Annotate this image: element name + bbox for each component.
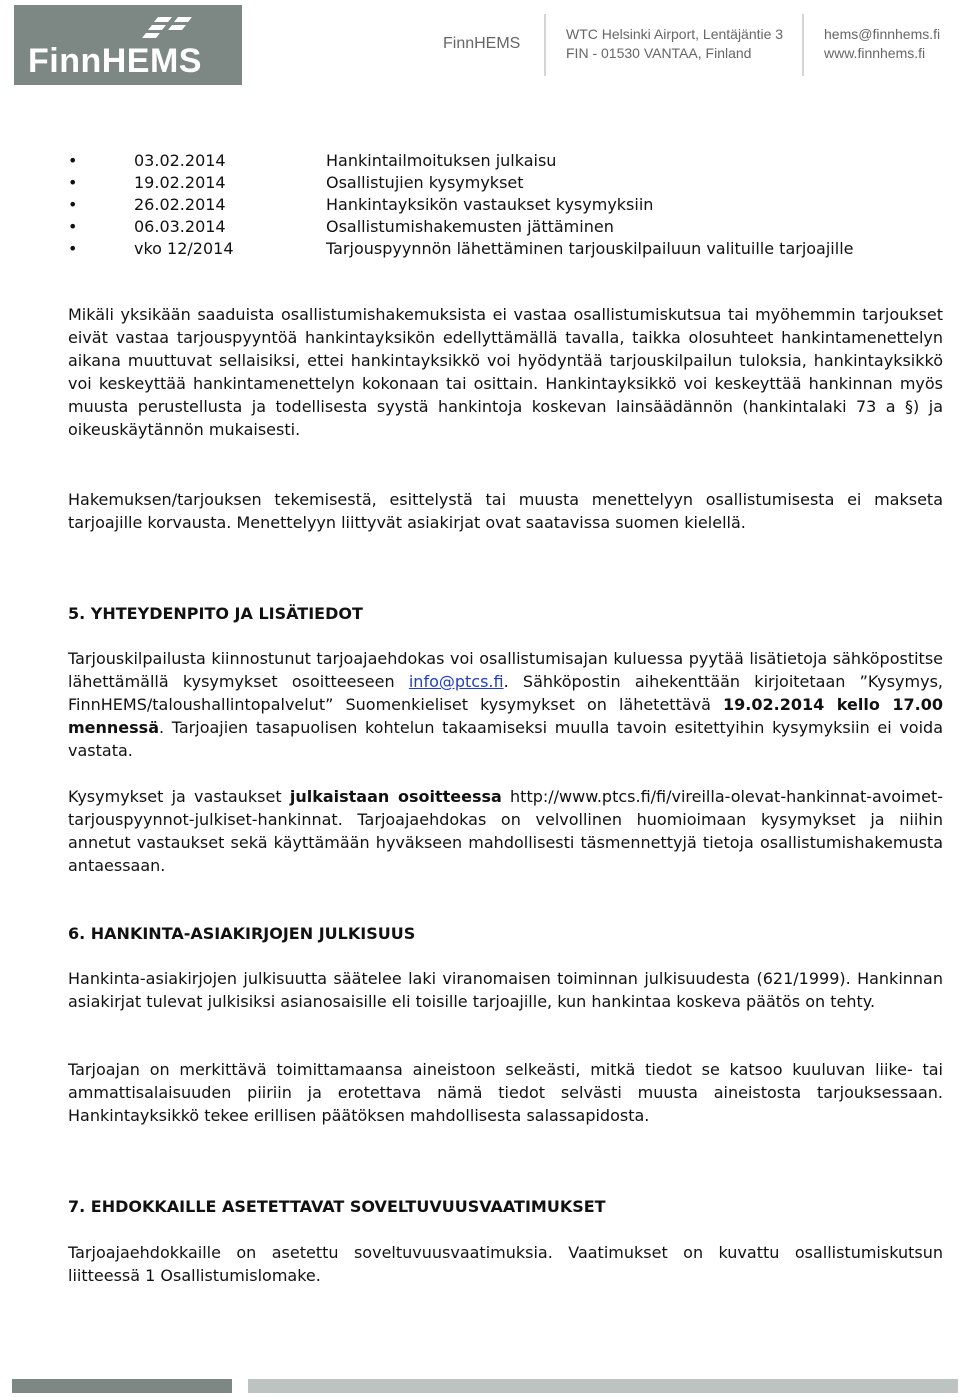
schedule-date: 19.02.2014 xyxy=(134,173,226,192)
schedule-task: Tarjouspyynnön lähettäminen tarjouskilpailuun valituille tarjoajille xyxy=(326,239,854,258)
footer-bar-light xyxy=(248,1379,958,1393)
text-run: Kysymykset ja vastaukset xyxy=(68,787,290,806)
text-run: . Sähköpostin aihekenttään kirjoitetaan ”Kysymys, FinnHEMS/taloushallintopalvelut” Suomenkieliset kysymykset on lähetettävä xyxy=(68,672,943,714)
finnhems-logo xyxy=(14,5,242,85)
list-item xyxy=(68,216,948,238)
header-divider xyxy=(544,14,546,76)
bullet-icon: • xyxy=(68,151,78,170)
header-address xyxy=(566,25,783,63)
requirements-paragraph: Tarjoajaehdokkaille on asetettu soveltuvuusvaatimuksia. Vaatimukset on kuvattu osallistumiskutsun liitteessä 1 Osallistumislomake. xyxy=(68,1243,943,1285)
footer-bar-dark xyxy=(12,1379,232,1393)
list-item xyxy=(68,238,948,260)
list-item xyxy=(68,172,948,194)
section-6 xyxy=(68,922,943,945)
section-heading: 6. HANKINTA-ASIAKIRJOJEN JULKISUUS xyxy=(68,924,416,943)
bullet-icon: • xyxy=(68,173,78,192)
bullet-icon: • xyxy=(68,217,78,236)
deadline-text: 19.02.2014 kello 17.00 mennessä xyxy=(68,695,943,737)
bullet-icon: • xyxy=(68,239,78,258)
address-line-2: FIN - 01530 VANTAA, Finland xyxy=(566,45,752,61)
text-run: http://www.ptcs.fi/fi/vireilla-olevat-hankinnat-avoimet-tarjouspyynnot-julkiset-hankinnat. Tarjoajaehdokas on velvollinen huomioimaan kysymykset ja niihin annetut vastaukset sekä käyttämään hyväkseen mahdollisesti täsmennettyjä tietoja osallistumishakemusta antaessaan. xyxy=(68,787,944,875)
schedule-task: Hankintayksikön vastaukset kysymyksiin xyxy=(326,195,654,214)
section-7 xyxy=(68,1195,943,1218)
helipad-mark-icon xyxy=(138,15,202,39)
schedule-task: Osallistumishakemusten jättäminen xyxy=(326,217,614,236)
publication-paragraph xyxy=(68,785,943,877)
section-6-confidential xyxy=(68,1058,943,1127)
schedule-date: 26.02.2014 xyxy=(134,195,226,214)
section-heading: 7. EHDOKKAILLE ASETETTAVAT SOVELTUVUUSVAATIMUKSET xyxy=(68,1197,606,1216)
list-item xyxy=(68,194,948,216)
address-line-1: WTC Helsinki Airport, Lentäjäntie 3 xyxy=(566,26,784,42)
confidentiality-paragraph: Tarjoajan on merkittävä toimittamaansa aineistoon selkeästi, mitkä tiedot se katsoo kuuluvan liike- tai ammattisalaisuuden piiriin ja erotettava nämä tiedot selvästi muusta aineistosta tarjouksessaan. Hankintayksikkö tekee erillisen päätöksen mahdollisesta salassapidosta. xyxy=(68,1060,943,1125)
header-website[interactable]: www.finnhems.fi xyxy=(824,45,926,61)
header-contact xyxy=(824,25,940,63)
section-7-body xyxy=(68,1241,943,1287)
logo-text: FinnHEMS xyxy=(28,42,202,80)
section-5-body xyxy=(68,647,943,762)
bullet-icon: • xyxy=(68,195,78,214)
header-email[interactable]: hems@finnhems.fi xyxy=(824,26,941,42)
section-6-body xyxy=(68,967,943,1013)
text-run: Tarjouskilpailusta kiinnostunut tarjoajaehdokas voi osallistumisajan kuluessa pyytää lisätietoja sähköpostitse lähettämällä kysymykset osoitteeseen xyxy=(68,649,943,691)
schedule-task: Hankintailmoituksen julkaisu xyxy=(326,151,557,170)
schedule-task: Osallistujien kysymykset xyxy=(326,173,524,192)
contact-paragraph xyxy=(68,647,943,762)
header-brand: FinnHEMS xyxy=(443,35,521,52)
compensation-paragraph: Hakemuksen/tarjouksen tekemisestä, esittelystä tai muusta menettelyyn osallistumisesta ei makseta tarjoajille korvausta. Menettelyyn liittyvät asiakirjat ovat saatavissa suomen kielellä. xyxy=(68,490,943,532)
bold-text: julkaistaan osoitteessa xyxy=(289,787,502,806)
schedule-date: vko 12/2014 xyxy=(134,239,234,258)
section-5-publication xyxy=(68,785,943,877)
cancellation-paragraph: Mikäli yksikään saaduista osallistumishakemuksista ei vastaa osallistumiskutsua tai myöhemmin tarjoukset eivät vastaa tarjouspyyntöä hankintayksikön edellyttämällä tavalla, taikka olosuhteet hankintamenettelyn aikana muuttuvat sellaisiksi, ettei hankintayksikkö voi hyödyntää tarjouskilpailun tuloksia, hankintayksikkö voi keskeyttää hankintamenettelyn kokonaan tai osittain. Hankintayksikkö voi keskeyttää hankinnan myös muusta perustellusta ja todellisesta syystä hankintoja koskevan lainsäädännön (hankintalaki 73 a §) ja oikeuskäytännön mukaisesti. xyxy=(68,305,943,439)
email-link[interactable]: info@ptcs.fi xyxy=(408,672,504,691)
schedule-date: 03.02.2014 xyxy=(134,151,226,170)
header-divider xyxy=(802,14,804,76)
text-run: . Tarjoajien tasapuolisen kohtelun takaamiseksi muulla tavoin esitettyihin kysymyksiin ei voida vastata. xyxy=(68,718,943,760)
cancellation-paragraph-block xyxy=(68,303,943,441)
list-item xyxy=(68,150,948,172)
section-5 xyxy=(68,602,943,625)
letterhead xyxy=(0,0,960,90)
publicity-paragraph: Hankinta-asiakirjojen julkisuutta säätelee laki viranomaisen toiminnan julkisuudesta (621/1999). Hankinnan asiakirjat tulevat julkisiksi asianosaisille eli toisille tarjoajille, kun hankintaa koskeva päätös on tehty. xyxy=(68,969,943,1011)
section-heading: 5. YHTEYDENPITO JA LISÄTIEDOT xyxy=(68,604,363,623)
schedule-list xyxy=(68,150,948,260)
footer-bar xyxy=(12,1379,958,1393)
schedule-date: 06.03.2014 xyxy=(134,217,226,236)
compensation-paragraph-block xyxy=(68,488,943,534)
